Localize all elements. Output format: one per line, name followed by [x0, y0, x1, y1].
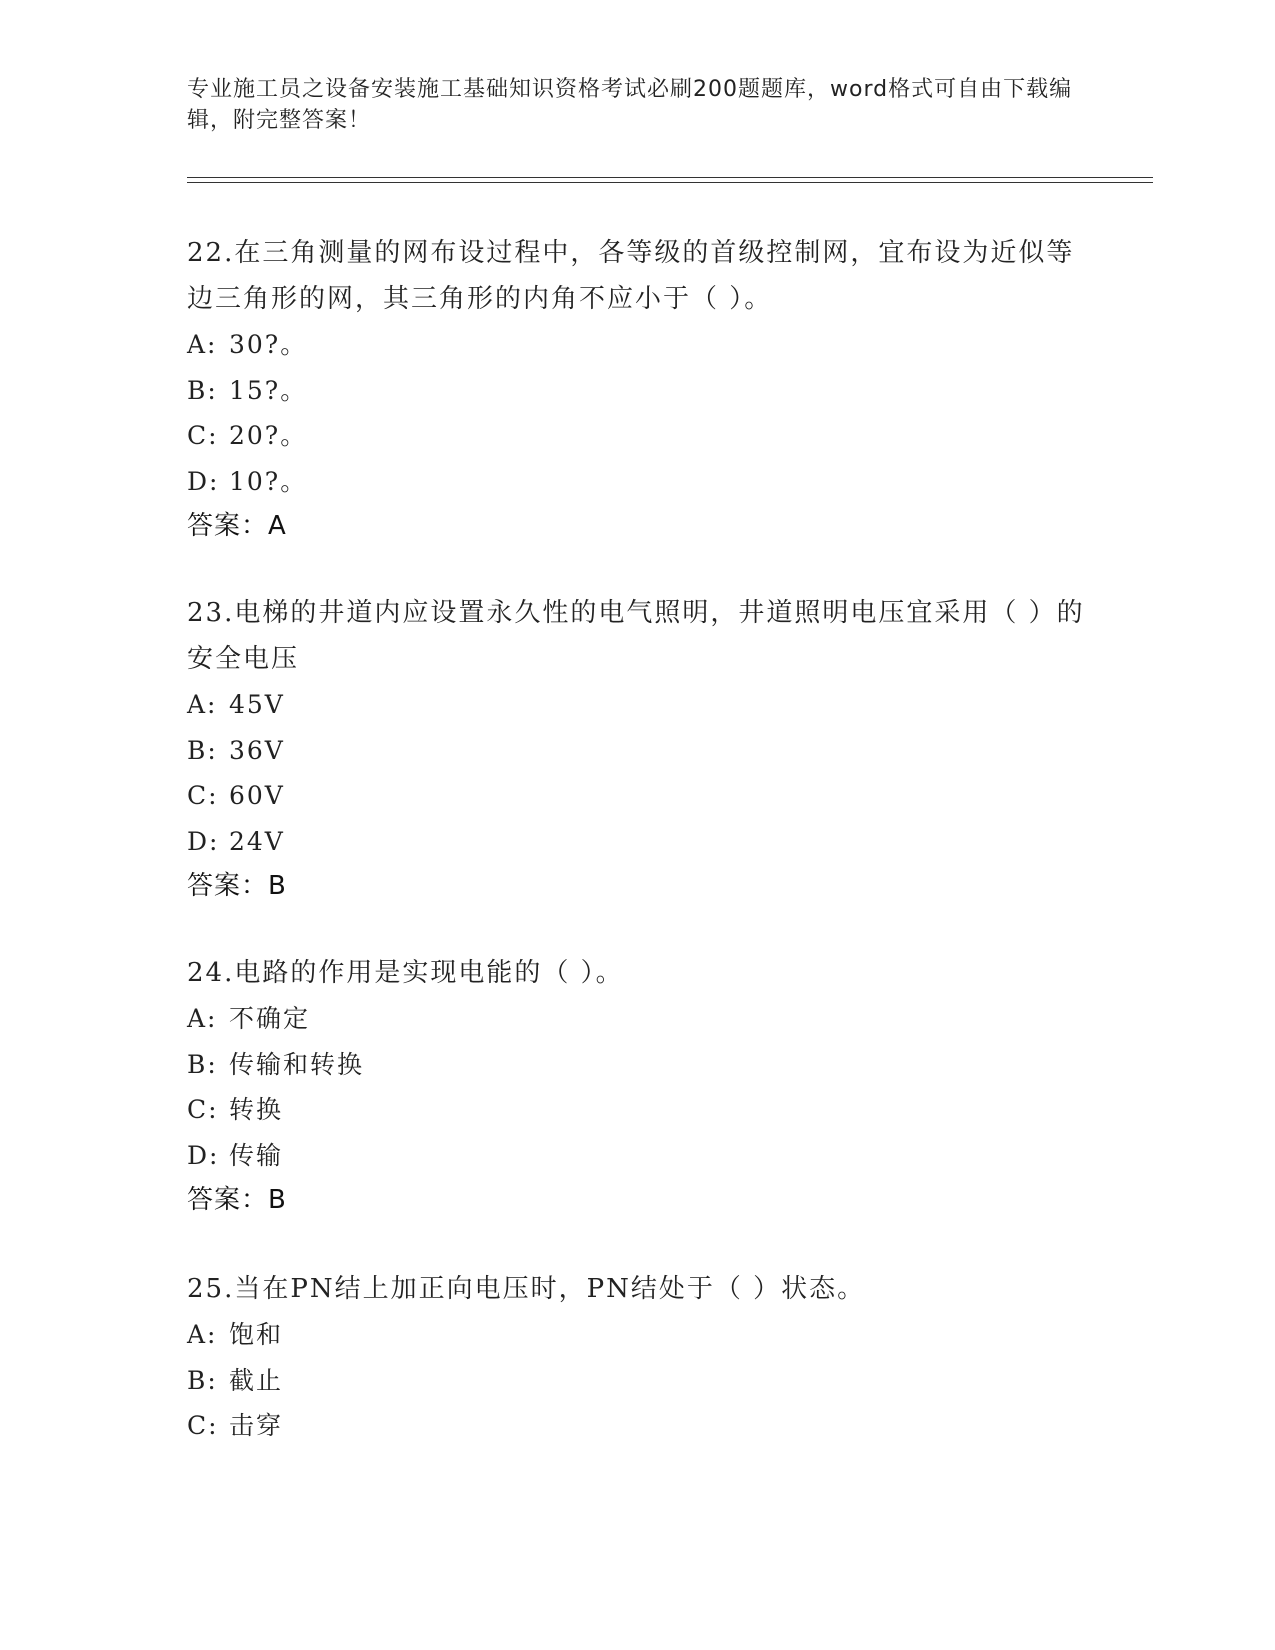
- question-text: 23.电梯的井道内应设置永久性的电气照明，井道照明电压宜采用（ ）的安全电压: [187, 598, 1085, 674]
- option-a: [187, 996, 1087, 1042]
- question-text: 24.电路的作用是实现电能的（ ）。: [187, 958, 624, 988]
- option-b: [187, 368, 1087, 414]
- option-letter: B:: [187, 735, 218, 765]
- header-rule-top: [187, 177, 1153, 178]
- header-rule-bottom: [187, 182, 1153, 183]
- option-c: [187, 413, 1087, 459]
- option-text: 36V: [229, 735, 285, 765]
- option-text: 不确定: [229, 1004, 311, 1033]
- option-c: [187, 1087, 1087, 1133]
- question-text: 25.当在PN结上加正向电压时，PN结处于（ ）状态。: [187, 1274, 866, 1304]
- option-letter: A:: [187, 1320, 218, 1349]
- answer-label: 答案：B: [187, 1185, 287, 1215]
- option-text: 60V: [229, 781, 285, 810]
- option-letter: C:: [187, 421, 219, 450]
- option-a: [187, 1312, 1087, 1358]
- option-text: 24V: [229, 826, 285, 856]
- option-text: 截止: [229, 1365, 284, 1395]
- option-text: 击穿: [229, 1411, 284, 1440]
- option-letter: D:: [187, 826, 220, 856]
- option-d: [187, 459, 1087, 505]
- option-text: 15?。: [229, 375, 308, 405]
- option-d: [187, 1133, 1087, 1179]
- option-text: 传输和转换: [229, 1049, 365, 1079]
- answer-label: 答案：A: [187, 511, 287, 541]
- question-25: [187, 1266, 1087, 1449]
- option-text: 饱和: [229, 1320, 284, 1349]
- option-letter: A:: [187, 330, 218, 359]
- option-text: 30?。: [229, 330, 308, 359]
- option-text: 转换: [229, 1095, 284, 1124]
- option-letter: C:: [187, 781, 219, 810]
- option-a: [187, 322, 1087, 368]
- option-letter: A:: [187, 690, 218, 719]
- option-c: [187, 773, 1087, 819]
- option-d: [187, 819, 1087, 865]
- option-b: [187, 1358, 1087, 1404]
- option-letter: B:: [187, 375, 218, 405]
- option-letter: D:: [187, 466, 220, 496]
- document-header: 专业施工员之设备安装施工基础知识资格考试必刷200题题库，word格式可自由下载编辑，附完整答案！: [187, 77, 1073, 133]
- option-letter: B:: [187, 1049, 218, 1079]
- question-22: [187, 230, 1087, 550]
- option-b: [187, 728, 1087, 774]
- question-23: [187, 590, 1087, 910]
- answer-label: 答案：B: [187, 871, 287, 901]
- option-letter: A:: [187, 1004, 218, 1033]
- question-24: [187, 950, 1087, 1224]
- option-letter: C:: [187, 1095, 219, 1124]
- option-letter: D:: [187, 1140, 220, 1170]
- option-text: 45V: [229, 690, 285, 719]
- option-b: [187, 1042, 1087, 1088]
- option-text: 10?。: [229, 466, 308, 496]
- option-c: [187, 1403, 1087, 1449]
- option-text: 传输: [229, 1140, 284, 1170]
- option-letter: B:: [187, 1365, 218, 1395]
- option-letter: C:: [187, 1411, 219, 1440]
- option-a: [187, 682, 1087, 728]
- option-text: 20?。: [229, 421, 308, 450]
- question-text: 22.在三角测量的网布设过程中，各等级的首级控制网，宜布设为近似等边三角形的网，其三角形的内角不应小于（ ）。: [187, 238, 1075, 314]
